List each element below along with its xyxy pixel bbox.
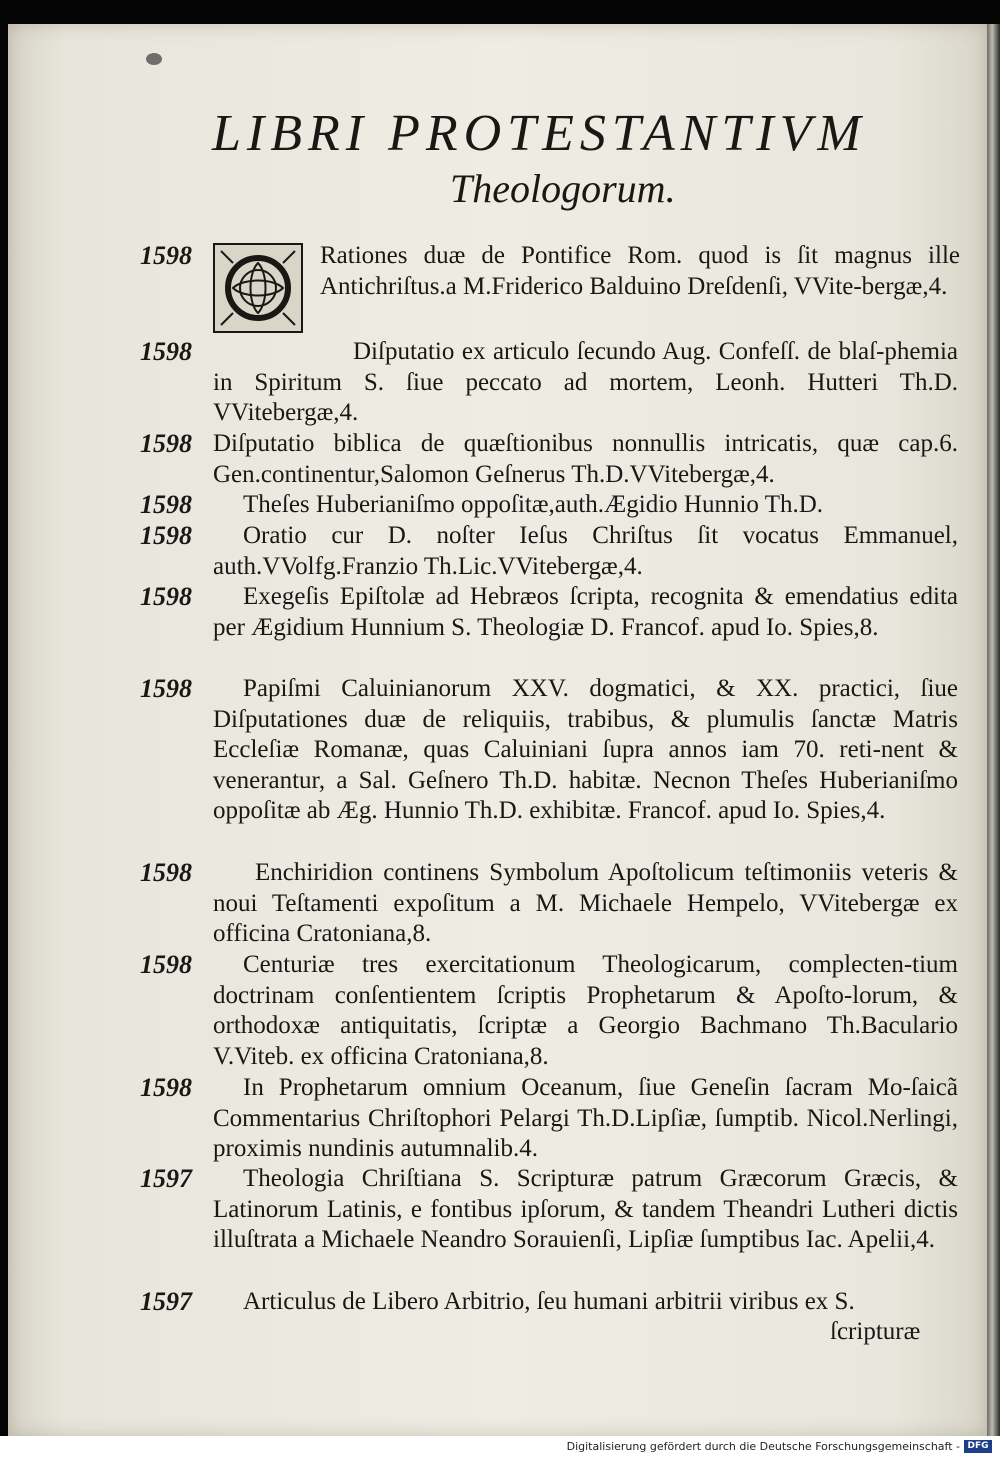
entry-year: 1598	[140, 241, 192, 270]
page-title: LIBRI PROTESTANTIVM	[212, 105, 867, 162]
entry-text: Exegeſis Epiſtolæ ad Hebræos ſcripta, recognita & emendatius edita per Ægidium Hunnium S. Theologiæ D. Francof. apud Io. Spies,8.	[213, 583, 958, 641]
entry-year: 1598	[140, 337, 192, 366]
entry-year: 1598	[140, 582, 192, 611]
entry-text: Oratio cur D. noſter Ieſus Chriſtus ſit vocatus Emmanuel, auth.VVolfg.Franzio Th.Lic.VVitebergæ,4.	[213, 522, 958, 580]
entry-year: 1598	[140, 950, 192, 979]
dfg-logo-icon: DFG	[964, 1440, 992, 1453]
entry-year: 1598	[140, 490, 192, 519]
entry-text: In Prophetarum omnium Oceanum, ſiue Geneſin ſacram Mo-ſaicã Commentarius Chriſtophori Pelargi Th.D.Lipſiæ, ſumptib. Nicol.Nerlingi, proximis nundinis autumnalib.4.	[213, 1074, 958, 1162]
entry-text: Centuriæ tres exercitationum Theologicarum, complecten-tium doctrinam conſentientem ſcriptis Prophetarum & Apoſto-lorum, & orthodoxæ antiquitatis, ſcriptæ a Georgio Bachmano Th.Baculario V.Viteb. ex officina Cratoniana,8.	[213, 951, 958, 1070]
entry-year: 1597	[140, 1287, 192, 1316]
entry-text: Papiſmi Caluinianorum XXV. dogmatici, & XX. practici, ſiue Diſputationes duæ de reliquiis, trabibus, & plumulis ſanctæ Matris Eccleſiæ Romanæ, quas Caluiniani ſupra annos iam 70. reti-nent & venerantur, a Sal. Geſnero Th.D. habitæ. Necnon Theſes Huberianiſmo oppoſitæ ab Æg. Hunnio Th.D. exhibitæ. Francof. apud Io. Spies,4.	[213, 675, 958, 824]
entry-text: Rationes duæ de Pontifice Rom. quod is ſit magnus ille Antichriſtus.a M.Friderico Balduino Dreſdenſi, VVite-bergæ,4.	[320, 242, 960, 300]
entry-text: Enchiridion continens Symbolum Apoſtolicum teſtimoniis veteris & noui Teſtamenti expoſitum a M. Michaele Hempelo, VVitebergæ ex officina Cratoniana,8.	[213, 859, 958, 947]
entry-year: 1598	[140, 521, 192, 550]
entry-year: 1598	[140, 1073, 192, 1102]
entry-year: 1598	[140, 858, 192, 887]
entry-text: Theologia Chriſtiana S. Scripturæ patrum Græcorum Græcis, & Latinorum Latinis, e fontibus ipſorum, & tandem Theandri Lutheri dictis illuſtrata a Michaele Neandro Sorauienſi, Lipſiæ ſumptibus Iac. Apelii,4.	[213, 1165, 958, 1253]
footer-credit: Digitalisierung gefördert durch die Deutsche Forschungsgemeinschaft -	[566, 1440, 960, 1453]
entry-text: Diſputatio ex articulo ſecundo Aug. Confeſſ. de blaſ-phemia in Spiritum S. ſiue peccato ad mortem, Leonh. Hutteri Th.D. VVitebergæ,4.	[213, 338, 958, 426]
catchword: ſcripturæ	[830, 1318, 921, 1345]
page-edge	[987, 24, 1000, 1436]
entry-text: Theſes Huberianiſmo oppoſitæ,auth.Ægidio Hunnio Th.D.	[243, 491, 824, 518]
page-subtitle: Theologorum.	[450, 166, 676, 211]
entry-text: Articulus de Libero Arbitrio, ſeu humani arbitrii viribus ex S.	[243, 1288, 855, 1315]
entry-text: Diſputatio biblica de quæſtionibus nonnullis intricatis, quæ cap.6. Gen.continentur,Salomon Geſnerus Th.D.VVitebergæ,4.	[213, 430, 958, 488]
ink-smudge	[146, 53, 162, 65]
decorated-initial-icon	[213, 243, 303, 333]
entry-year: 1598	[140, 674, 192, 703]
entry-year: 1598	[140, 429, 192, 458]
entry-year: 1597	[140, 1164, 192, 1193]
